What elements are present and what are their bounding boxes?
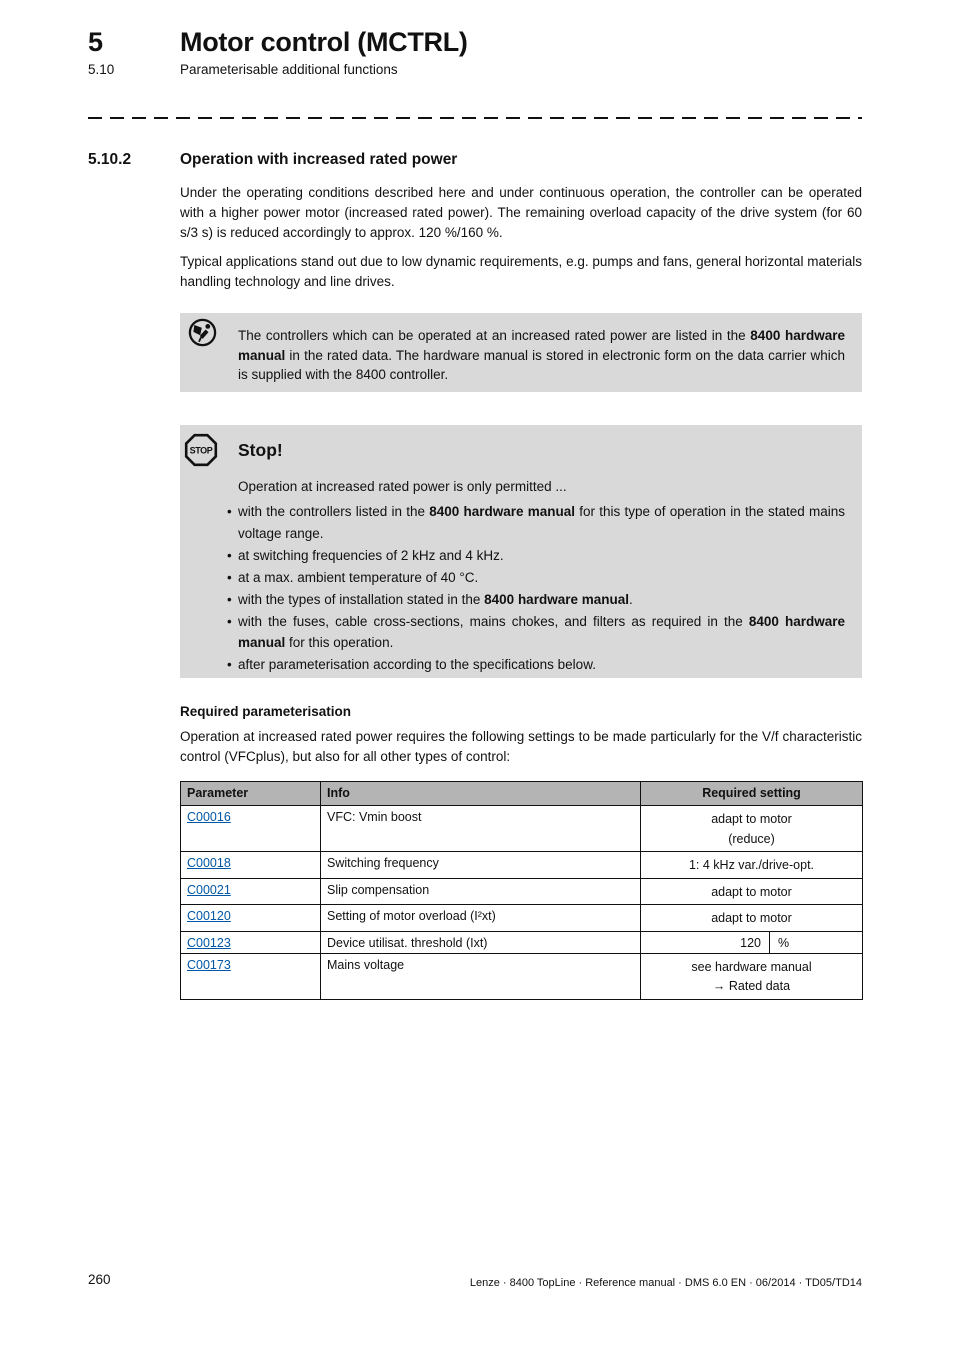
intro-paragraph-1: Under the operating conditions described here and under continuous operation, the controller can be operated with a higher power motor (increased rated power). The remaining overload capacity of the drive system (for 60 s/3 s) is reduced accordingly to approx. 120 %/160 %.: [180, 185, 862, 240]
note-box: [180, 313, 862, 392]
table-row: [181, 931, 863, 953]
setting-cell: adapt to motor: [641, 878, 863, 905]
stop-box-intro: Operation at increased rated power is only permitted ...: [238, 479, 567, 494]
note-text: [238, 326, 845, 385]
page-number: 260: [88, 1272, 111, 1287]
bullet-text: for this operation.: [285, 635, 394, 651]
bullet-bold: 8400 hardware manual: [238, 613, 845, 651]
required-parameterisation-heading: Required parameterisation: [180, 704, 352, 719]
setting-cell: [641, 953, 863, 999]
bullet-text: after parameterisation according to the specifications below.: [238, 657, 596, 673]
header-section-number: 5.10: [88, 62, 115, 77]
table-header-row: [181, 782, 863, 806]
dashed-divider: [88, 117, 862, 119]
bullet-text: with the fuses, cable cross-sections, mains chokes, and filters as required in the: [238, 613, 749, 629]
stop-sign-icon: [184, 433, 218, 472]
table-row: [181, 905, 863, 932]
stop-bullet-2: [180, 545, 845, 567]
read-manual-icon: [188, 318, 217, 352]
section-title: Operation with increased rated power: [180, 151, 458, 168]
parameter-cell: [181, 878, 321, 905]
parameter-table: [180, 781, 863, 1000]
stop-bullet-6: [180, 654, 845, 676]
bullet-text: for this type of operation in the stated mains voltage range.: [238, 504, 846, 541]
stop-icon-label: STOP: [189, 445, 213, 456]
stop-bullet-3: [180, 567, 845, 589]
note-text-bold: 8400 hardware manual: [238, 328, 845, 363]
intro-paragraph-2: Typical applications stand out due to low dynamic requirements, e.g. pumps and fans, general horizontal materials handling technology and line drives.: [180, 254, 862, 289]
setting-line: see hardware manual: [691, 959, 812, 974]
chapter-title: Motor control (MCTRL): [180, 27, 468, 57]
setting-line: (reduce): [728, 831, 775, 846]
parameter-cell: [181, 931, 321, 953]
parameter-link-c00016[interactable]: C00016: [187, 810, 231, 824]
setting-cell: 1: 4 kHz var./drive-opt.: [641, 852, 863, 879]
stop-bullet-list: [180, 501, 845, 676]
note-text-pre: The controllers which can be operated at an increased rated power are listed in the: [238, 328, 751, 343]
column-header-info: Info: [321, 782, 641, 806]
info-cell: Slip compensation: [321, 878, 641, 905]
info-cell: VFC: Vmin boost: [321, 806, 641, 852]
info-cell: Device utilisat. threshold (Ixt): [321, 931, 641, 953]
stop-bullet-5: [180, 611, 845, 655]
chapter-number: 5: [88, 27, 104, 57]
parameter-link-c00021[interactable]: C00021: [187, 882, 231, 897]
parameter-link-c00018[interactable]: C00018: [187, 856, 231, 870]
bullet-text: .: [628, 591, 633, 607]
stop-box-title: Stop!: [238, 440, 283, 460]
setting-line-rated-data-link[interactable]: → Rated data: [712, 979, 791, 993]
bullet-text: at a max. ambient temperature of 40 °C.: [238, 569, 479, 585]
section-number: 5.10.2: [88, 151, 132, 168]
parameter-cell: [181, 852, 321, 879]
info-cell: Switching frequency: [321, 852, 641, 879]
setting-value: 120: [641, 932, 770, 953]
setting-cell: adapt to motor: [641, 905, 863, 932]
setting-line: adapt to motor: [711, 812, 792, 826]
stop-bullet-4: [180, 589, 845, 611]
table-row: [181, 852, 863, 879]
bullet-bold: 8400 hardware manual: [429, 504, 576, 519]
bullet-text: with the types of installation stated in the: [238, 591, 485, 607]
header-section-title: Parameterisable additional functions: [180, 62, 398, 77]
parameter-link-c00173[interactable]: C00173: [187, 957, 231, 972]
setting-cell: [641, 931, 863, 953]
setting-unit: %: [778, 935, 790, 950]
footer-document-info: Lenze · 8400 TopLine · Reference manual · DMS 6.0 EN · 06/2014 · TD05/TD14: [469, 1277, 862, 1289]
setting-cell: [641, 806, 863, 852]
parameter-cell: [181, 953, 321, 999]
bullet-bold: 8400 hardware manual: [484, 591, 629, 607]
table-row: [181, 953, 863, 999]
column-header-required-setting: Required setting: [641, 782, 863, 806]
table-row: [181, 878, 863, 905]
table-row: [181, 806, 863, 852]
parameter-link-c00120[interactable]: C00120: [187, 909, 231, 923]
stop-bullet-1: [180, 501, 845, 545]
note-text-post: in the rated data. The hardware manual is stored in electronic form on the data carrier which is supplied with the 8400 controller.: [238, 347, 845, 382]
info-cell: Mains voltage: [321, 953, 641, 999]
column-header-parameter: Parameter: [181, 782, 321, 806]
parameter-link-c00123[interactable]: C00123: [187, 935, 231, 950]
parameter-cell: [181, 806, 321, 852]
required-parameterisation-text: Operation at increased rated power requires the following settings to be made particularly for the V/f characteristic control (VFCplus), but also for all other types of control:: [180, 729, 862, 764]
info-cell: Setting of motor overload (I²xt): [321, 905, 641, 932]
stop-box: [180, 425, 862, 678]
bullet-text: with the controllers listed in the: [238, 504, 430, 519]
parameter-cell: [181, 905, 321, 932]
bullet-text: at switching frequencies of 2 kHz and 4 kHz.: [238, 547, 504, 563]
